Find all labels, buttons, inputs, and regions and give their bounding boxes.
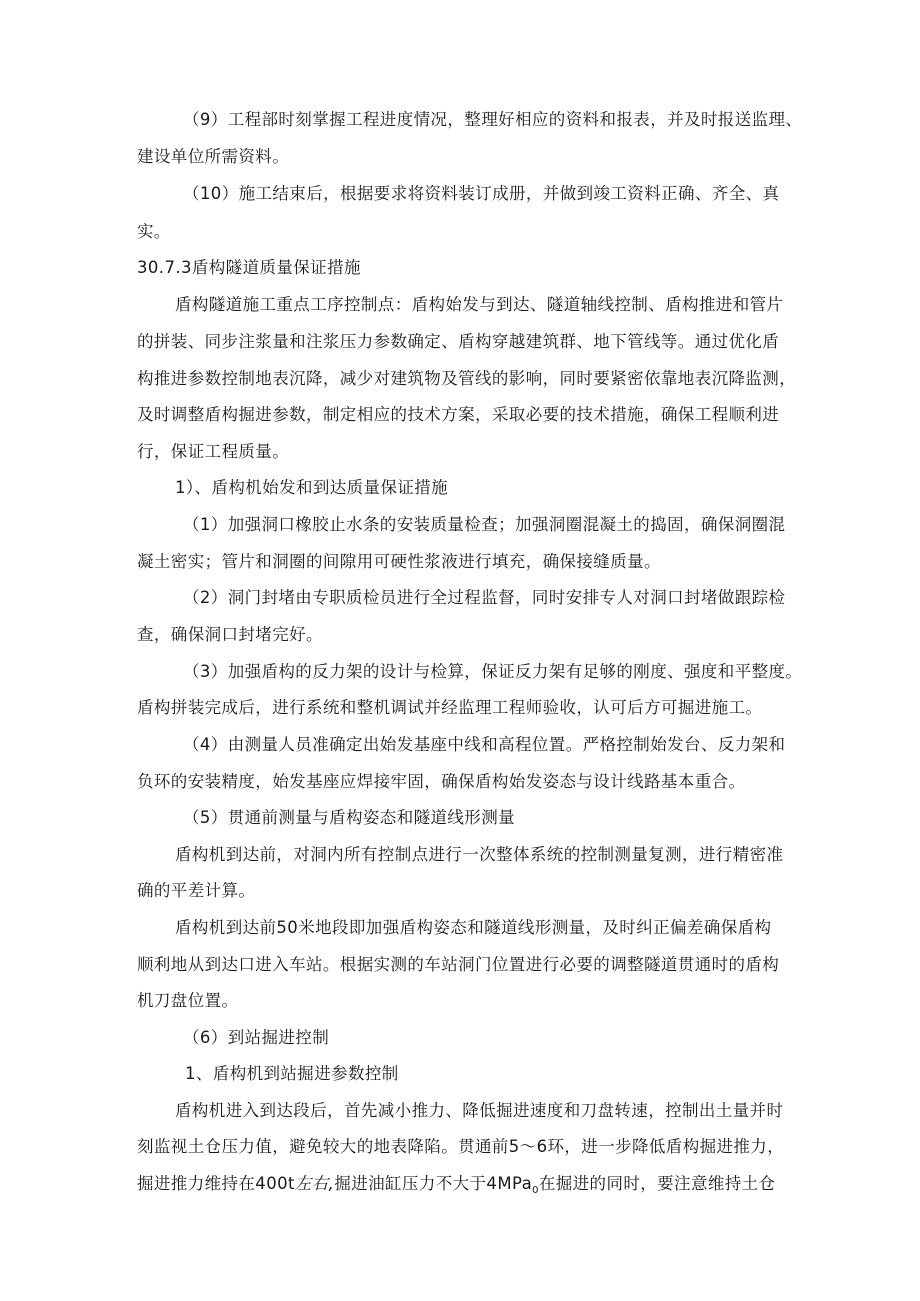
item1-line-2: 凝土密实；管片和洞圈的间隙用可硬性浆液进行填充，确保接缝质量。 — [137, 552, 661, 571]
item10-line-2: 实。 — [137, 222, 171, 241]
item2-line-2: 查，确保洞口封堵完好。 — [137, 625, 323, 644]
item1-line-1: （1）加强洞口橡胶止水条的安装质量检查；加强洞圈混凝土的捣固，确保洞圈混 — [183, 515, 786, 534]
item5-heading: （5）贯通前测量与盾构姿态和隧道线形测量 — [183, 808, 515, 827]
item4-line-1: （4）由测量人员准确定出始发基座中线和高程位置。严格控制始发台、反力架和 — [183, 735, 786, 754]
sub-heading-1: 1）、盾构机始发和到达质量保证措施 — [175, 478, 449, 497]
item2-line-1: （2）洞门封堵由专职质检员进行全过程监督，同时安排专人对洞口封堵做跟踪检 — [183, 588, 786, 607]
intro-line-1: 盾构隧道施工重点工序控制点：盾构始发与到达、隧道轴线控制、盾构推进和管片 — [175, 295, 784, 314]
item5-para1-line-2: 确的平差计算。 — [137, 881, 256, 900]
pressure-subscript: 0 — [532, 1185, 539, 1196]
thrust-text: 掘进推力维持在400t — [137, 1174, 295, 1193]
line-tail-text: 在掘进的同时，要注意维持土仓 — [538, 1174, 776, 1193]
pressure-text: 掘进油缸压力不大于4MPa — [334, 1174, 533, 1193]
item6-para-line-3 — [137, 1174, 775, 1201]
item6-para-line-1: 盾构机进入到达段后，首先减小推力、降低掘进速度和刀盘转速，控制出土量并时 — [175, 1101, 784, 1120]
intro-line-2: 的拼装、同步注浆量和注浆压力参数确定、盾构穿越建筑群、地下管线等。通过优化盾 — [137, 332, 780, 351]
item5-para2-line-1: 盾构机到达前50米地段即加强盾构姿态和隧道线形测量，及时纠正偏差确保盾构 — [175, 918, 772, 937]
approx-text: 左右, — [294, 1174, 335, 1193]
item10-line-1: （10）施工结束后，根据要求将资料装订成册，并做到竣工资料正确、齐全、真 — [183, 184, 780, 203]
item6-sub-heading: 1、盾构机到站掘进参数控制 — [185, 1064, 399, 1083]
item6-para-line-2: 刻监视土仓压力值，避免较大的地表降陷。贯通前5～6环，进一步降低盾构掘进推力， — [137, 1137, 785, 1156]
item9-line-2: 建设单位所需资料。 — [137, 147, 290, 166]
item4-line-2: 负环的安装精度，始发基座应焊接牢固，确保盾构始发姿态与设计线路基本重合。 — [137, 772, 746, 791]
intro-line-5: 行，保证工程质量。 — [137, 442, 290, 461]
section-heading: 30.7.3盾构隧道质量保证措施 — [137, 258, 361, 277]
intro-line-4: 及时调整盾构掘进参数，制定相应的技术方案，采取必要的技术措施，确保工程顺利进 — [137, 405, 780, 424]
item6-heading: （6）到站掘进控制 — [183, 1028, 330, 1047]
item3-line-2: 盾构拼装完成后，进行系统和整机调试并经监理工程师验收，认可后方可掘进施工。 — [137, 698, 763, 717]
item9-line-1: （9）工程部时刻掌握工程进度情况，整理好相应的资料和报表，并及时报送监理、 — [183, 110, 803, 129]
item3-line-1: （3）加强盾构的反力架的设计与检算，保证反力架有足够的刚度、强度和平整度。 — [183, 662, 803, 681]
item5-para1-line-1: 盾构机到达前，对洞内所有控制点进行一次整体系统的控制测量复测，进行精密准 — [175, 845, 784, 864]
item5-para2-line-2: 顺利地从到达口进入车站。根据实测的车站洞门位置进行必要的调整隧道贯通时的盾构 — [137, 955, 780, 974]
item5-para2-line-3: 机刀盘位置。 — [137, 991, 239, 1010]
intro-line-3: 构推进参数控制地表沉降，减少对建筑物及管线的影响，同时要紧密依靠地表沉降监测， — [137, 369, 797, 388]
